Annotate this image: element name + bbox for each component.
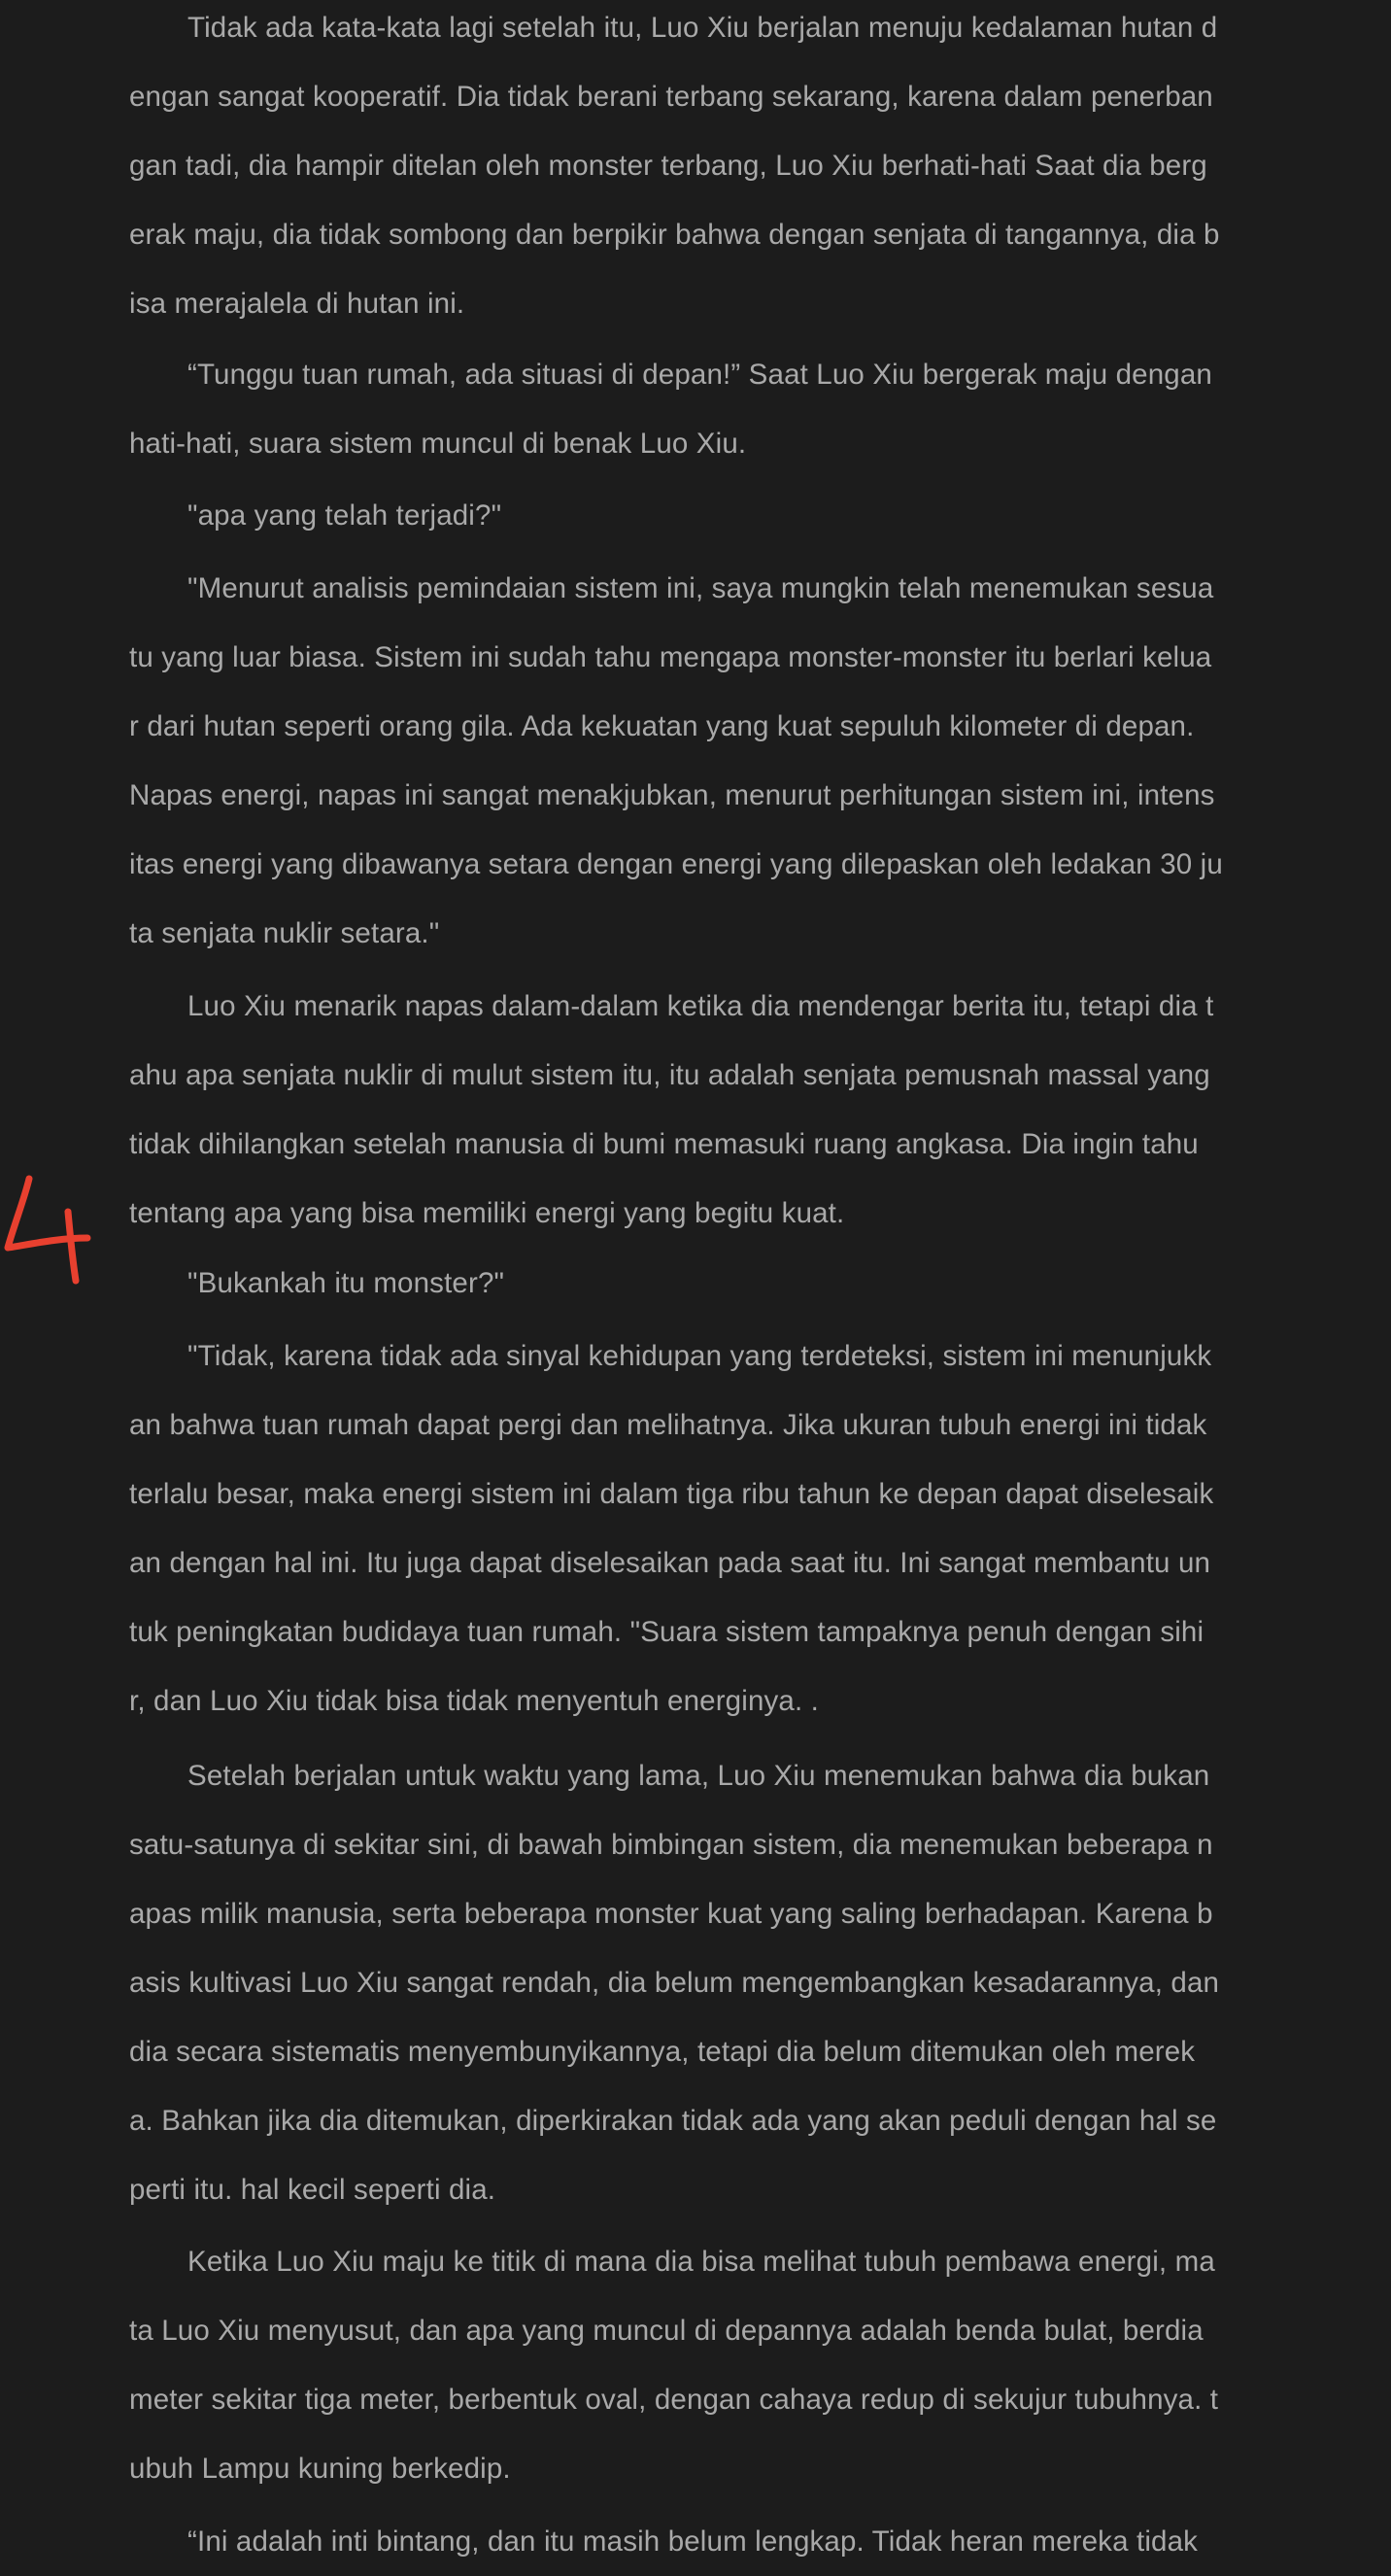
paragraph-line: tidak dihilangkan setelah manusia di bumi memasuki ruang angkasa. Dia ingin tahu <box>129 1128 1199 1160</box>
paragraph-line: ahu apa senjata nuklir di mulut sistem itu, itu adalah senjata pemusnah massal yang <box>129 1059 1210 1091</box>
paragraph-line: tuk peningkatan budidaya tuan rumah. "Suara sistem tampaknya penuh dengan sihi <box>129 1616 1204 1648</box>
paragraph-line: gan tadi, dia hampir ditelan oleh monster terbang, Luo Xiu berhati-hati Saat dia berg <box>129 150 1207 182</box>
paragraph-line: Ketika Luo Xiu maju ke titik di mana dia bisa melihat tubuh pembawa energi, ma <box>187 2246 1215 2278</box>
paragraph-line: asis kultivasi Luo Xiu sangat rendah, dia belum mengembangkan kesadarannya, dan <box>129 1967 1220 1999</box>
paragraph-line: "apa yang telah terjadi?" <box>187 499 502 532</box>
paragraph-line: ubuh Lampu kuning berkedip. <box>129 2453 511 2485</box>
paragraph-line: apas milik manusia, serta beberapa monster kuat yang saling berhadapan. Karena b <box>129 1898 1213 1930</box>
paragraph-line: engan sangat kooperatif. Dia tidak berani terbang sekarang, karena dalam penerban <box>129 81 1213 113</box>
handwritten-number-four-mark <box>0 1166 97 1292</box>
paragraph-line: Tidak ada kata-kata lagi setelah itu, Luo Xiu berjalan menuju kedalaman hutan d <box>187 12 1218 44</box>
paragraph-line: satu-satunya di sekitar sini, di bawah bimbingan sistem, dia menemukan beberapa n <box>129 1829 1213 1861</box>
paragraph-line: a. Bahkan jika dia ditemukan, diperkirakan tidak ada yang akan peduli dengan hal se <box>129 2105 1217 2137</box>
paragraph-line: tu yang luar biasa. Sistem ini sudah tahu mengapa monster-monster itu berlari kelua <box>129 641 1212 673</box>
paragraph-line: Napas energi, napas ini sangat menakjubkan, menurut perhitungan sistem ini, intens <box>129 779 1215 811</box>
paragraph-line: meter sekitar tiga meter, berbentuk oval, dengan cahaya redup di sekujur tubuhnya. t <box>129 2384 1219 2416</box>
paragraph-line: itas energi yang dibawanya setara dengan energi yang dilepaskan oleh ledakan 30 ju <box>129 848 1223 880</box>
paragraph-line: r dari hutan seperti orang gila. Ada kekuatan yang kuat sepuluh kilometer di depan. <box>129 710 1195 742</box>
paragraph-line: ta Luo Xiu menyusut, dan apa yang muncul di depannya adalah benda bulat, berdia <box>129 2315 1204 2347</box>
paragraph-line: dia secara sistematis menyembunyikannya, tetapi dia belum ditemukan oleh merek <box>129 2036 1196 2068</box>
paragraph-line: an bahwa tuan rumah dapat pergi dan melihatnya. Jika ukuran tubuh energi ini tidak <box>129 1409 1207 1441</box>
paragraph-line: perti itu. hal kecil seperti dia. <box>129 2174 496 2206</box>
paragraph-line: “Ini adalah inti bintang, dan itu masih belum lengkap. Tidak heran mereka tidak <box>187 2525 1199 2558</box>
paragraph-line: ta senjata nuklir setara." <box>129 917 440 949</box>
paragraph-line: terlalu besar, maka energi sistem ini dalam tiga ribu tahun ke depan dapat diselesaik <box>129 1478 1214 1510</box>
paragraph-line: "Menurut analisis pemindaian sistem ini, saya mungkin telah menemukan sesua <box>187 572 1214 604</box>
paragraph-line: isa merajalela di hutan ini. <box>129 288 465 320</box>
paragraph-line: "Bukankah itu monster?" <box>187 1267 505 1299</box>
paragraph-line: an dengan hal ini. Itu juga dapat diselesaikan pada saat itu. Ini sangat membantu un <box>129 1547 1211 1579</box>
paragraph-line: “Tunggu tuan rumah, ada situasi di depan!” Saat Luo Xiu bergerak maju dengan <box>187 359 1212 391</box>
paragraph-line: hati-hati, suara sistem muncul di benak Luo Xiu. <box>129 428 747 460</box>
paragraph-line: r, dan Luo Xiu tidak bisa tidak menyentuh energinya. . <box>129 1685 819 1717</box>
paragraph-line: Setelah berjalan untuk waktu yang lama, Luo Xiu menemukan bahwa dia bukan <box>187 1760 1210 1792</box>
reader-page[interactable] <box>129 0 1272 2558</box>
paragraph-line: erak maju, dia tidak sombong dan berpikir bahwa dengan senjata di tangannya, dia b <box>129 219 1220 251</box>
paragraph-line: Luo Xiu menarik napas dalam-dalam ketika dia mendengar berita itu, tetapi dia t <box>187 990 1214 1022</box>
paragraph-line: "Tidak, karena tidak ada sinyal kehidupan yang terdeteksi, sistem ini menunjukk <box>187 1340 1212 1372</box>
paragraph-line: tentang apa yang bisa memiliki energi yang begitu kuat. <box>129 1197 845 1229</box>
